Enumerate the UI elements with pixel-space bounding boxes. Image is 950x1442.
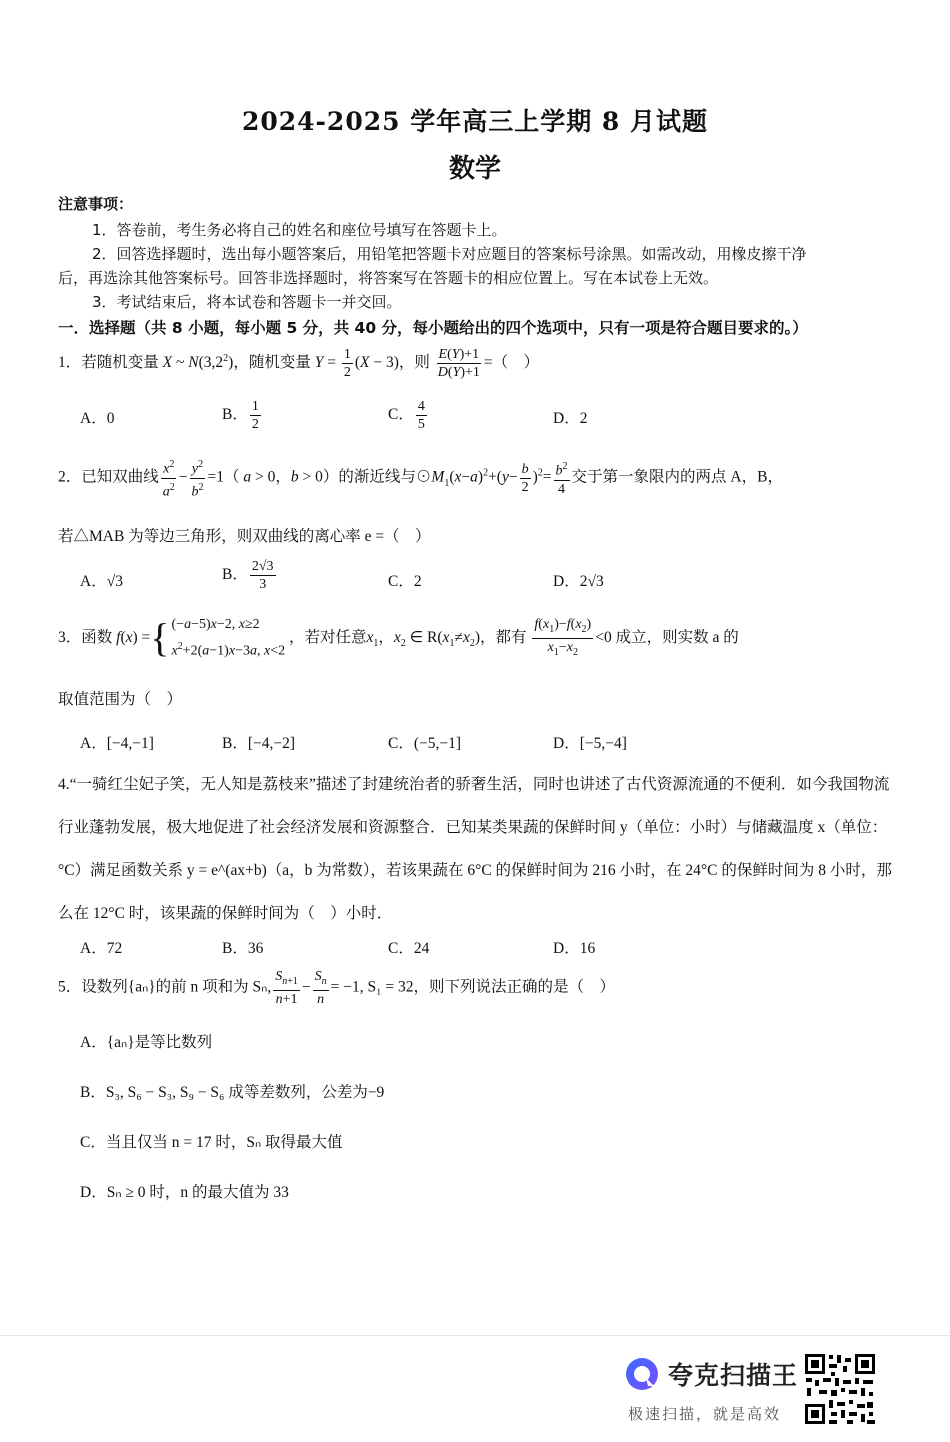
question-3-line-2: 取值范围为（ ） (58, 691, 183, 708)
q5-option-d: D．Sₙ ≥ 0 时，n 的最大值为 33 (80, 1184, 289, 1201)
brand-name: 夸克扫描王 (668, 1361, 799, 1390)
question-3: 3．函数 f ( x ) = { (−a−5)x−2, x≥2 $x^2+2(a-1)x-3a$, x<2 ，若对任意$x_1$，$x_2$ ∈ $R(x_1\ne x_2)$，都有 $\frac{f(x_1)-f(x_2)}{x_1-x_2}$ <0 成立，则实数 a 的 (58, 615, 739, 661)
q4-option-d: D．16 (553, 940, 596, 957)
notice-heading: 注意事项： (58, 195, 134, 213)
section-heading: 一．选择题（共 8 小题，每小题 5 分，共 40 分，每小题给出的四个选项中，只有一项是符合题目要求的。） (58, 319, 808, 337)
q4-option-a: A．72 (80, 940, 123, 957)
q1-option-c: C． $\frac{4}{5}$ (388, 399, 425, 432)
question-4: 4.“一骑红尘妃子笑，无人知是荔枝来”描述了封建统治者的骄奢生活，同时也讲述了古代资源流通的不便利．如今我国物流行业蓬勃发展，极大地促进了社会经济发展和资源整合．已知某类果蔬的保鲜时间 y（单位：小时）与储藏温度 x（单位：°C）满足函数关系 y = e^(ax+b)（a，b 为常数），若该果蔬在 6°C 的保鲜时间为 216 小时，在 24°C 的保鲜时间为 8 小时，那么在 12°C 时，该果蔬的保鲜时间为（ ）小时． (58, 776, 892, 922)
subject-title: 数学 (448, 154, 501, 184)
q3-option-b: B．[−4,−2] (222, 735, 296, 752)
q1-option-d: D．2 (553, 410, 588, 427)
q2-option-a: A．√3 (80, 573, 123, 590)
notice-item-1: 1．答卷前，考生务必将自己的姓名和座位号填写在答题卡上。 (92, 221, 507, 239)
exam-title: 2024-2025 学年高三上学期 8 月试题 (241, 107, 709, 136)
q5-option-c: C．当且仅当 n = 17 时，Sₙ 取得最大值 (80, 1134, 343, 1151)
q2-option-b: B． $\frac{2√3}{3}$ (222, 559, 274, 592)
question-5: 5．设数列{aₙ}的前 n 项和为 Sₙ, $\frac{S_{n+1}}{n+1}$ − $\frac{S_n}{n}$ = −1, S₁ = 32，则下列说法正确的是（ ） (58, 969, 615, 1007)
footer-divider (0, 1335, 950, 1336)
q4-option-b: B．36 (222, 940, 264, 957)
q1-option-a: A．0 (80, 410, 115, 427)
q1-option-b: B． $\frac{1}{2}$ (222, 399, 259, 432)
qr-code-icon (803, 1352, 877, 1426)
question-1: 1．若随机变量 X ~ $N(3,2^2)$，随机变量 Y = $\frac{1}{2}$ (X − 3)，则 $\frac{E(Y)+1}{D(Y)+1}$ =（ ） (58, 347, 540, 380)
question-2: 2．已知双曲线 $\frac{x^2}{a^2}$ − $\frac{y^2}{b^2}$ =1（ a > 0，b > 0）的渐近线与$⊙M_1(x-a)^2+(y-$ $\frac{b}{2}$ )$^2$= $\frac{b^2}{4}$ 交于第一象限内的两点 A，B， (58, 456, 783, 500)
q2-option-c: C．2 (388, 573, 422, 590)
q2-option-d: D．2√3 (553, 573, 604, 590)
notice-item-2: 2．回答选择题时，选出每小题答案后，用铅笔把答题卡对应题目的答案标号涂黑。如需改动，用橡皮擦干净 (92, 245, 807, 263)
q4-option-c: C．24 (388, 940, 430, 957)
q5-option-b: B．S₃, S₆ − S₃, S₉ − S₆ 成等差数列，公差为−9 (80, 1084, 385, 1101)
question-2-line-2: 若△MAB 为等边三角形，则双曲线的离心率 e =（ ） (58, 528, 431, 545)
quark-logo-icon (624, 1356, 660, 1392)
notice-item-2-cont: 后，再选涂其他答案标号。回答非选择题时，将答案写在答题卡的相应位置上。写在本试卷上无效。 (58, 269, 719, 287)
brand-slogan: 极速扫描，就是高效 (628, 1405, 782, 1423)
q5-option-a: A．{aₙ}是等比数列 (80, 1034, 213, 1051)
notice-item-3: 3．考试结束后，将本试卷和答题卡一并交回。 (92, 293, 402, 311)
q3-option-c: C．(−5,−1] (388, 735, 462, 752)
q3-option-a: A．[−4,−1] (80, 735, 154, 752)
q3-option-d: D．[−5,−4] (553, 735, 627, 752)
